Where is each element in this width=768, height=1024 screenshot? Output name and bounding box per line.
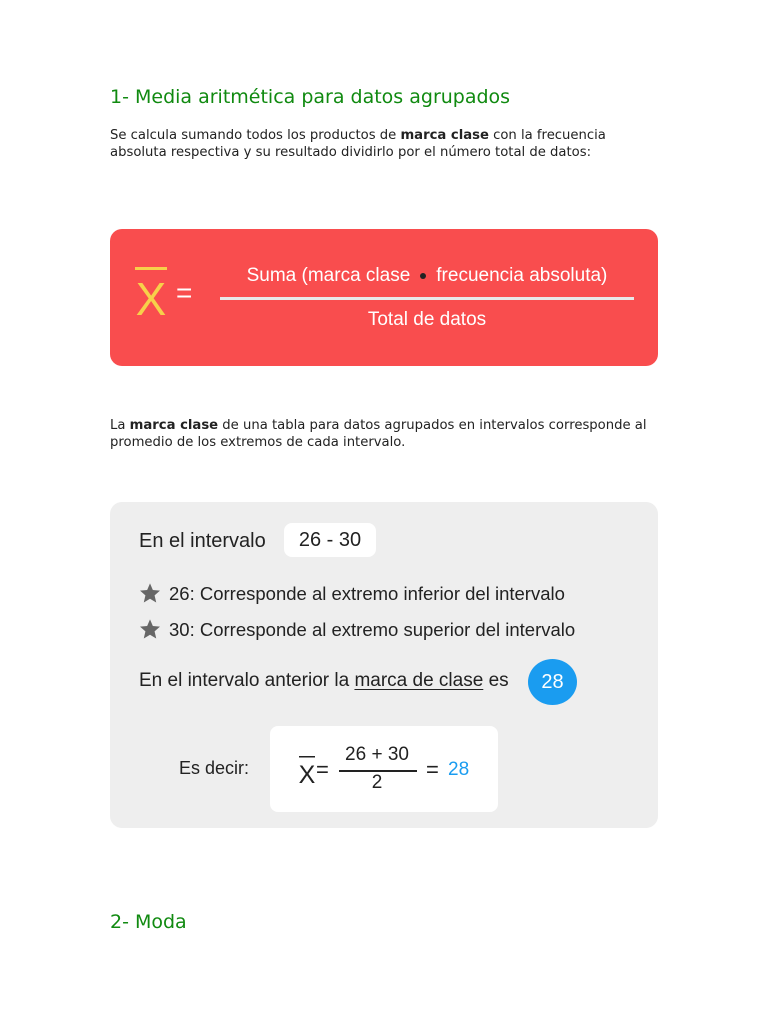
- marca-clase-bold: marca clase: [400, 128, 489, 143]
- formula-denominator: Total de datos: [367, 309, 487, 330]
- calc-numerator: 26 + 30: [345, 744, 409, 765]
- calc-denominator: 2: [371, 772, 383, 793]
- marca-clase-sentence: En el intervalo anterior la marca de clase es: [139, 670, 509, 691]
- es-decir-label: Es decir:: [179, 758, 250, 778]
- svg-text:X: X: [135, 273, 167, 317]
- multiply-dot-icon: [420, 273, 426, 279]
- marca-de-clase-underlined: marca de clase: [354, 670, 484, 691]
- formula-card: [110, 229, 658, 366]
- star-icon: [139, 582, 161, 604]
- equals-sign: =: [316, 757, 329, 782]
- calc-result: 28: [448, 759, 470, 780]
- section-2-heading: 2- Moda: [110, 911, 187, 933]
- fraction-line: [220, 297, 634, 300]
- formula-numerator: Suma (marca clase frecuencia absoluta): [246, 265, 608, 286]
- equals-sign: =: [426, 757, 439, 782]
- upper-bound-item: 30: Corresponde al extremo superior del intervalo: [139, 618, 575, 641]
- lower-bound-item: 26: Corresponde al extremo inferior del intervalo: [139, 582, 565, 605]
- star-icon: [139, 618, 161, 640]
- x-bar-symbol: [296, 754, 318, 786]
- result-badge: 28: [528, 659, 577, 705]
- interval-intro: En el intervalo: [139, 530, 266, 552]
- equals-sign: =: [176, 277, 193, 308]
- svg-text:X: X: [298, 761, 316, 786]
- section-1-heading: 1- Media aritmética para datos agrupados: [110, 86, 511, 108]
- marca-clase-paragraph: La marca clase de una tabla para datos agrupados en intervalos corresponde al promedio de los extremos de cada intervalo.: [110, 418, 647, 450]
- calculation-box: [270, 726, 498, 812]
- example-card: [110, 502, 658, 828]
- interval-chip: 26 - 30: [284, 523, 376, 557]
- marca-clase-bold: marca clase: [129, 418, 219, 433]
- intro-paragraph: Se calcula sumando todos los productos de marca clase con la frecuencia absoluta respectiva y su resultado dividirlo por el número total de datos:: [110, 128, 606, 160]
- x-bar-symbol: [134, 267, 168, 317]
